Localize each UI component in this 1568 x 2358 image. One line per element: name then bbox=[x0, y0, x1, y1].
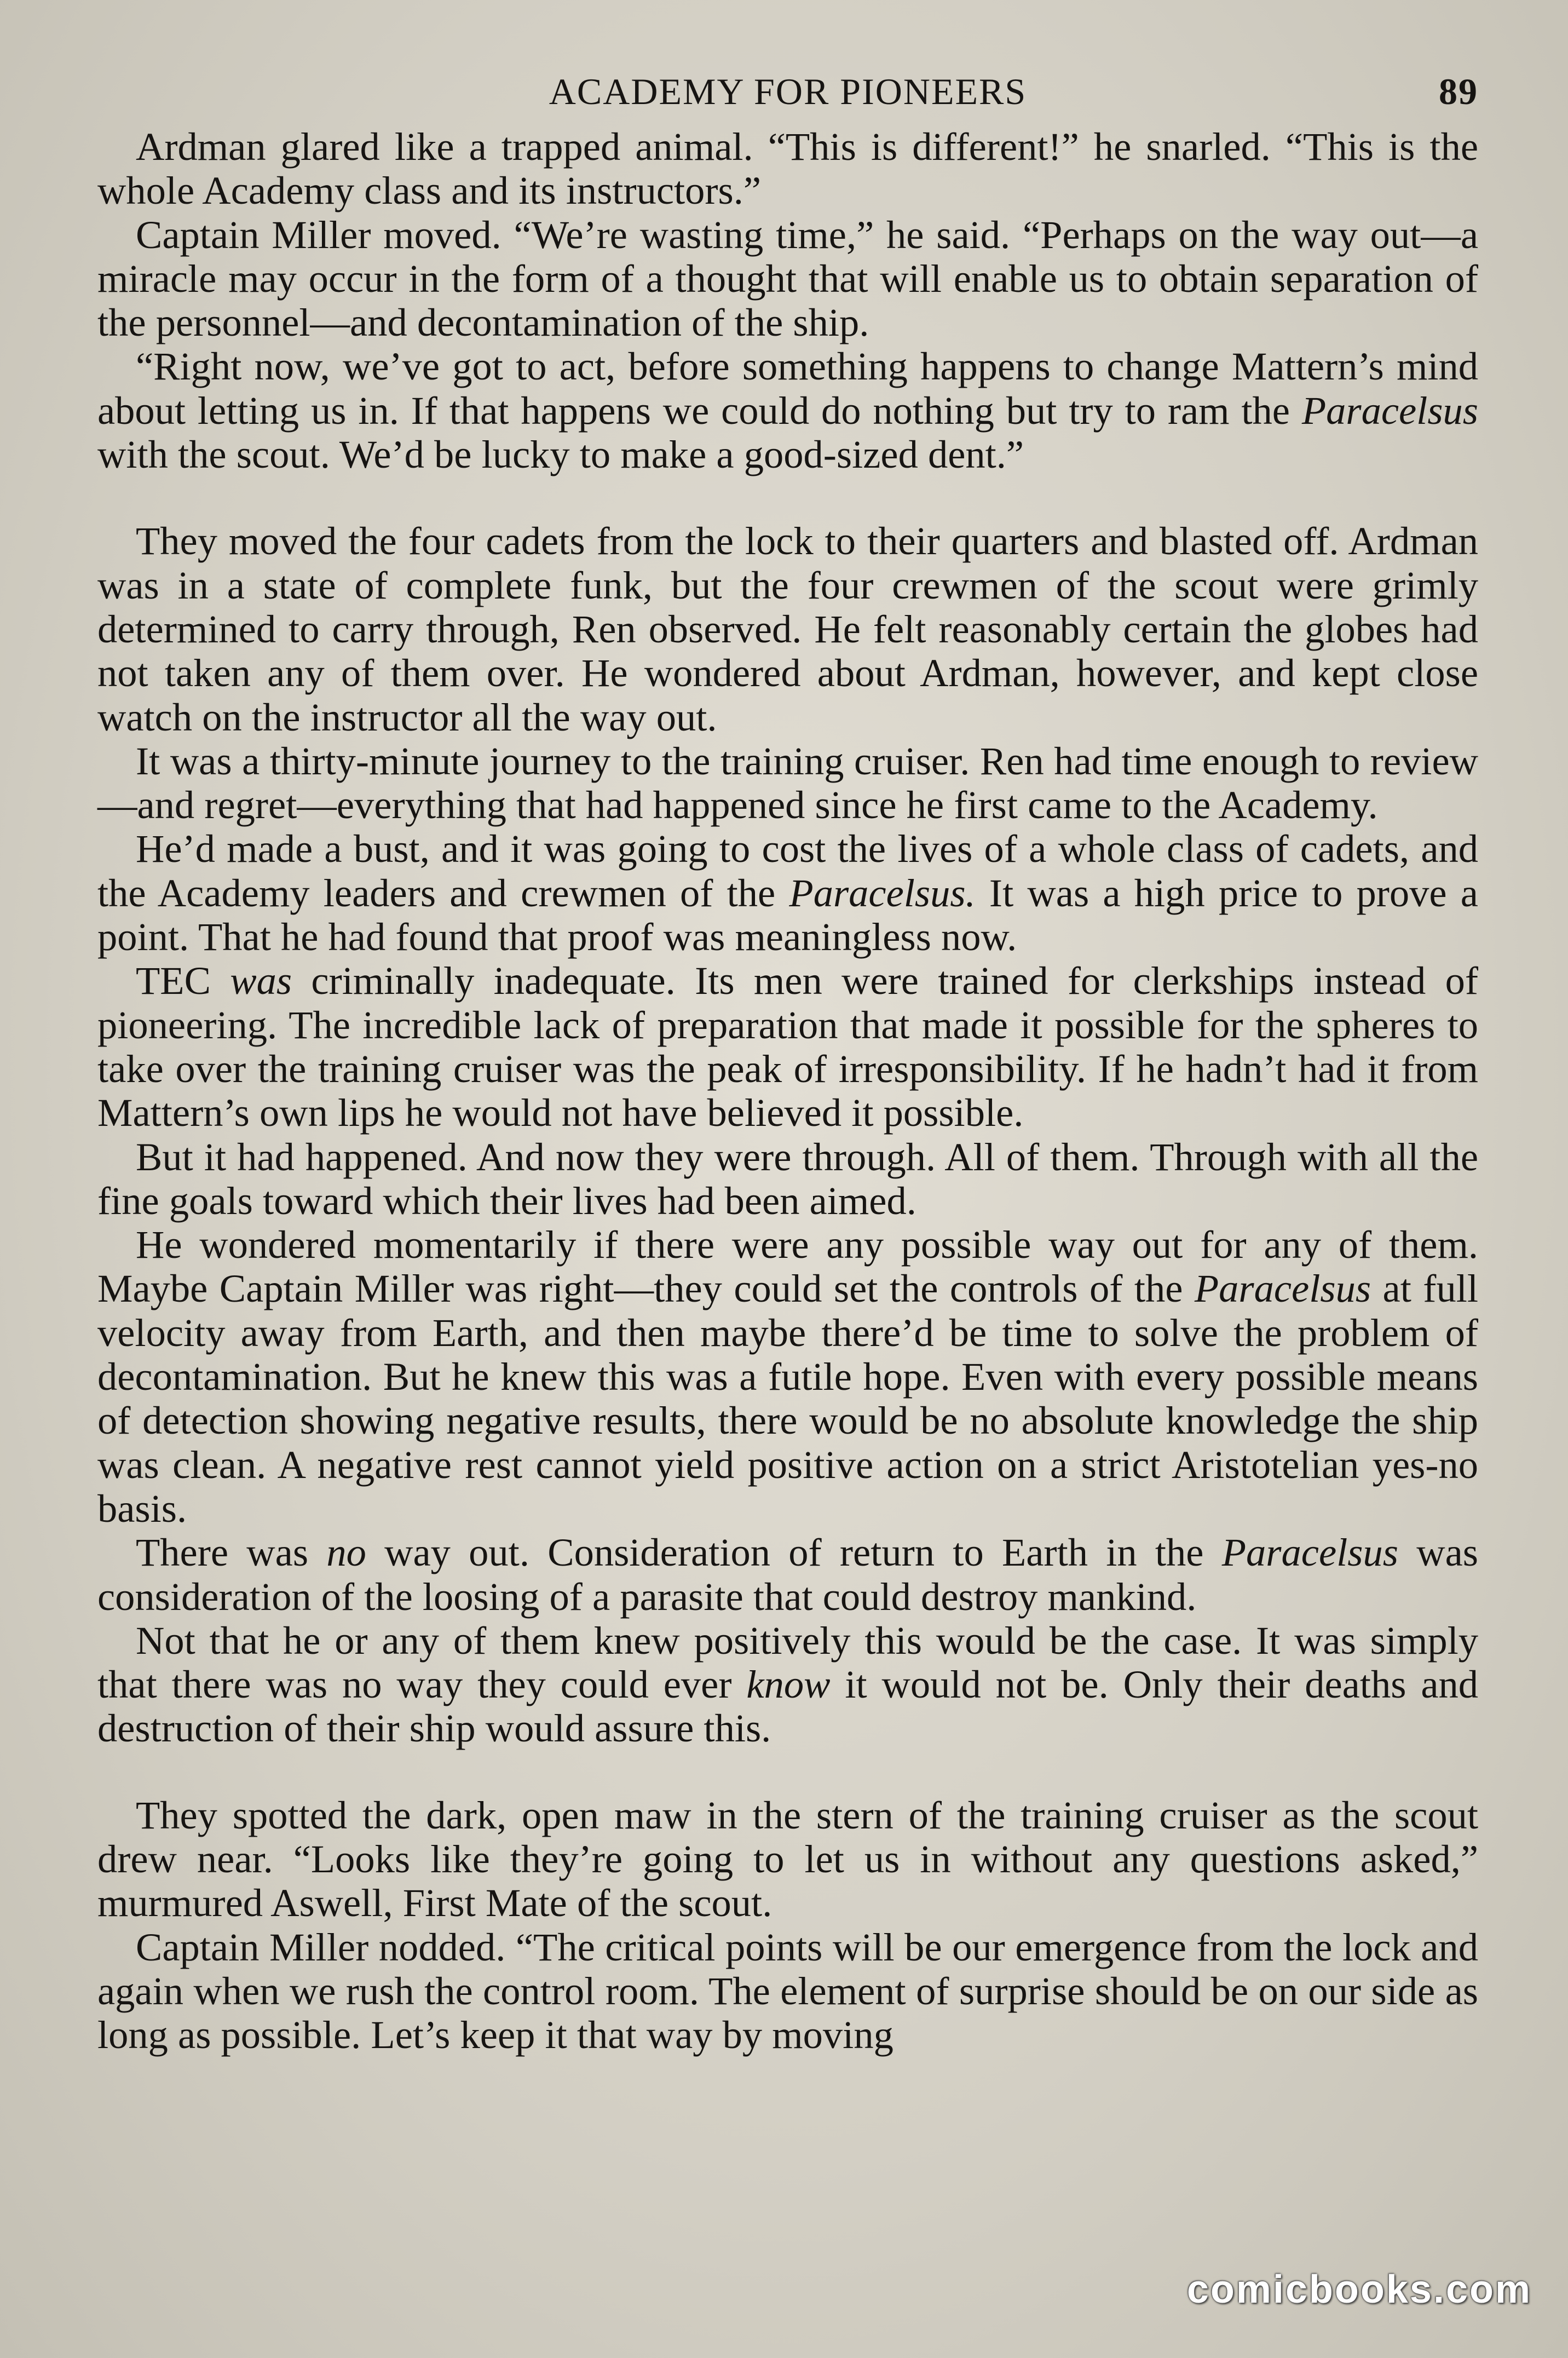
paragraph bbox=[97, 1135, 1478, 1223]
paragraph bbox=[97, 739, 1478, 827]
text-run: It was a thirty-minute journey to the training cruiser. Ren had time enough to review—and regret—everything that had happened since he first came to the Academy. bbox=[97, 738, 1478, 827]
site-watermark: comicbooks.com bbox=[1186, 2268, 1532, 2311]
text-run: “Right now, we’ve got to act, before something happens to change Mattern’s mind about letting us in. If that happens we could do nothing but try to ram the bbox=[97, 344, 1478, 433]
paragraph bbox=[97, 344, 1478, 476]
text-run: TEC bbox=[136, 958, 230, 1003]
text-run: There was bbox=[136, 1530, 327, 1575]
paragraph bbox=[97, 125, 1478, 213]
book-page bbox=[97, 65, 1478, 2057]
italic-run: Paracelsus bbox=[1301, 388, 1478, 433]
text-run: Not that he or any of them knew positively this would be the case. It was simply that there was no way they could ever bbox=[97, 1618, 1478, 1707]
text-run: But it had happened. And now they were through. All of them. Through with all the fine goals toward which their lives had been aimed. bbox=[97, 1134, 1478, 1223]
paragraph bbox=[97, 959, 1478, 1135]
text-run: They moved the four cadets from the lock to their quarters and blasted off. Ardman was in a state of complete funk, but the four crewmen of the scout were grimly determined to carry through, Ren observed. He felt reasonably certain the globes had not taken any of them over. He wondered about Ardman, however, and kept close watch on the instructor all the way out. bbox=[97, 519, 1478, 739]
italic-run: know bbox=[746, 1662, 831, 1707]
text-run: It was a high price to prove a point. That he had found that proof was meaningless now. bbox=[97, 870, 1478, 959]
text-run: Ardman glared like a trapped animal. “This is different!” he snarled. “This is the whole Academy class and its instructors.” bbox=[97, 124, 1478, 213]
paragraph bbox=[97, 827, 1478, 959]
running-title: ACADEMY FOR PIONEERS bbox=[549, 71, 1027, 112]
page-number: 89 bbox=[1439, 71, 1478, 112]
text-run: at full velocity away from Earth, and then maybe there’d be time to solve the problem of decontamination. But he knew this was a futile hope. Even with every possible means of detection showing negative results, there would be no absolute knowledge the ship was clean. A negative rest cannot yield positive action on a strict Aristotelian yes-no basis. bbox=[97, 1266, 1478, 1531]
paragraph bbox=[97, 519, 1478, 739]
text-run: He’d made a bust, and it was going to cost the lives of a whole class of cadets, and the Academy leaders and crewmen of the bbox=[97, 826, 1478, 915]
text-run: way out. Consideration of return to Earth in the bbox=[366, 1530, 1222, 1575]
text-run: They spotted the dark, open maw in the stern of the training cruiser as the scout drew near. “Looks like they’re going to let us in without any questions asked,” murmured Aswell, First Mate of the scout. bbox=[97, 1792, 1478, 1925]
paragraph bbox=[97, 1925, 1478, 2057]
paragraph bbox=[97, 1531, 1478, 1619]
paragraph bbox=[97, 213, 1478, 345]
paragraph bbox=[97, 1619, 1478, 1751]
text-run: Captain Miller nodded. “The critical points will be our emergence from the lock and again when we rush the control room. The element of surprise should be on our side as long as possible. Let’s keep it that way by moving bbox=[97, 1924, 1478, 2057]
text-run: criminally inadequate. Its men were trained for clerkships instead of pioneering. The incredible lack of preparation that made it possible for the spheres to take over the training cruiser was the peak of irresponsibility. If he hadn’t had it from Mattern’s own lips he would not have believed it possible. bbox=[97, 958, 1478, 1135]
text-run: was consideration of the loosing of a parasite that could destroy mankind. bbox=[97, 1530, 1478, 1619]
italic-run: Paracelsus bbox=[1221, 1530, 1398, 1575]
italic-run: no bbox=[326, 1530, 366, 1575]
italic-run: Paracelsus bbox=[1194, 1266, 1371, 1311]
paragraph bbox=[97, 1223, 1478, 1531]
text-run: He wondered momentarily if there were any possible way out for any of them. Maybe Captain Miller was right—they could set the controls of the bbox=[97, 1222, 1478, 1311]
paragraph bbox=[97, 1793, 1478, 1925]
page-header bbox=[97, 65, 1478, 125]
italic-run: Paracelsus. bbox=[789, 870, 976, 915]
text-run: with the scout. We’d be lucky to make a good-sized dent.” bbox=[97, 432, 1024, 477]
text-run: it would not be. Only their deaths and destruction of their ship would assure this. bbox=[97, 1662, 1479, 1751]
text-run: Captain Miller moved. “We’re wasting time,” he said. “Perhaps on the way out—a miracle may occur in the form of a thought that will enable us to obtain separation of the personnel—and decontamination of the ship. bbox=[97, 212, 1478, 345]
body-text bbox=[97, 125, 1478, 2057]
italic-run: was bbox=[230, 958, 292, 1003]
